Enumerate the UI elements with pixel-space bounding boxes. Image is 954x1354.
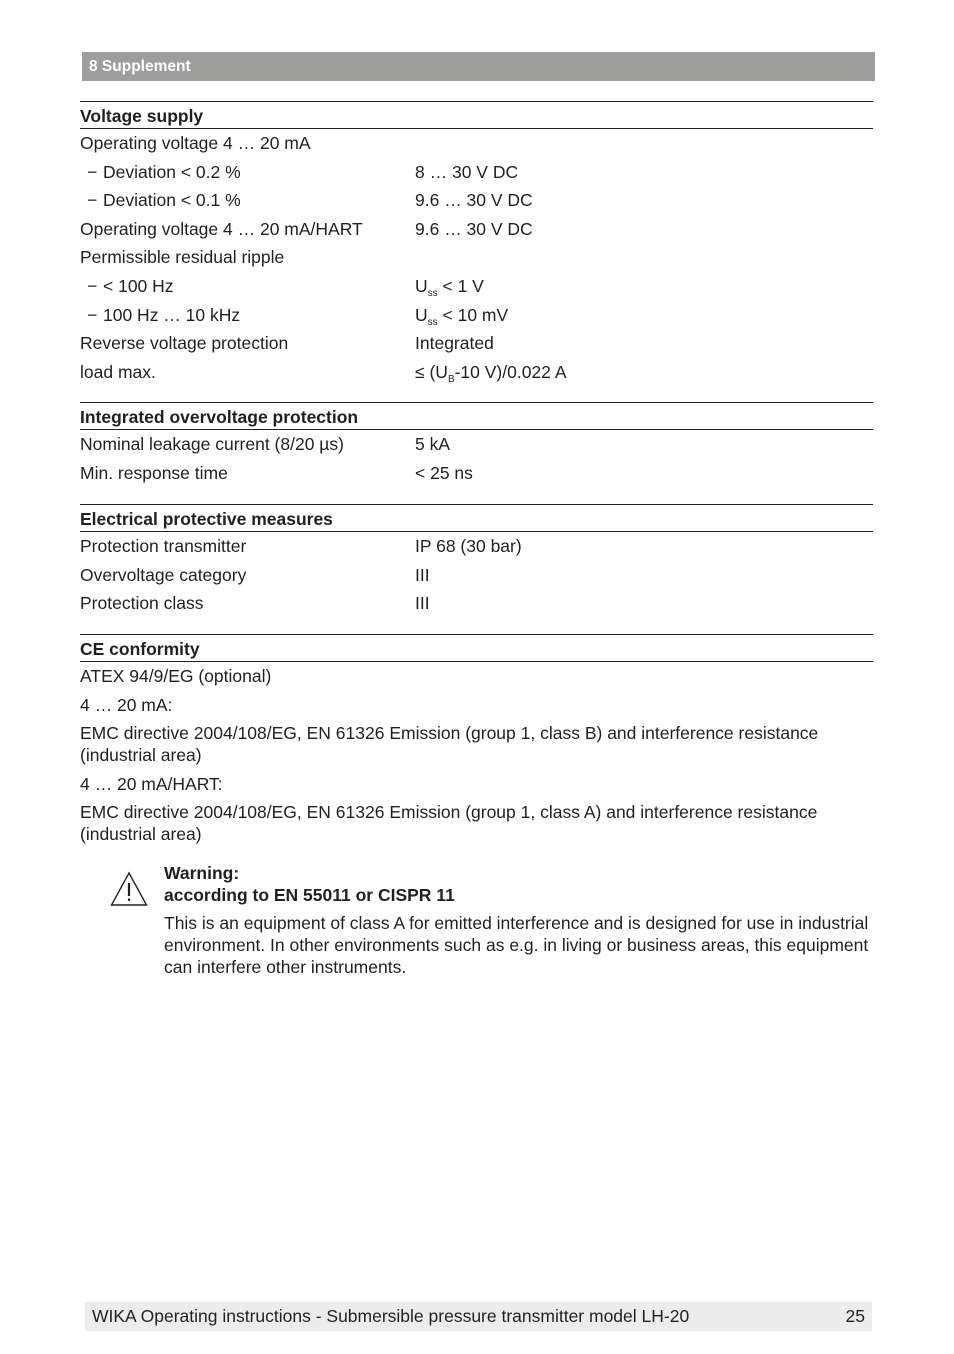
warning-box: [80, 862, 875, 978]
value-prefix: ≤ (U: [415, 361, 448, 382]
subscript: B: [447, 373, 455, 385]
table-row: [80, 215, 873, 244]
warning-triangle-icon: [110, 871, 148, 907]
value-suffix: -10 V)/0.022 A: [454, 361, 567, 382]
table-row: [80, 329, 873, 358]
ce-ma-label: 4 … 20 mA:: [80, 694, 173, 715]
table-row: [80, 272, 873, 301]
section-header: [82, 52, 875, 81]
row-value: < 25 ns: [415, 462, 473, 483]
row-value: 8 … 30 V DC: [415, 161, 519, 182]
ce-ma-text: EMC directive 2004/108/EG, EN 61326 Emission (group 1, class B) and interference resistance (industrial area): [80, 723, 819, 765]
row-label: − Deviation < 0.1 %: [87, 186, 241, 215]
section-title: 8 Supplement: [89, 58, 191, 75]
overvoltage-heading: Integrated overvoltage protection: [80, 402, 873, 430]
electrical-heading: Electrical protective measures: [80, 504, 873, 532]
overvoltage-table: [80, 402, 873, 487]
row-value: Integrated: [415, 333, 494, 354]
electrical-table: [80, 504, 873, 618]
table-row: [80, 430, 873, 459]
page-footer: [85, 1302, 872, 1331]
warning-subtitle: according to EN 55011 or CISPR 11: [164, 885, 455, 906]
row-label: Permissible residual ripple: [80, 247, 285, 268]
row-label: Min. response time: [80, 462, 228, 483]
row-value: III: [415, 564, 430, 585]
subscript: ss: [427, 287, 438, 299]
row-value: IP 68 (30 bar): [415, 536, 522, 556]
voltage-supply-table: [80, 101, 873, 386]
table-row: [80, 186, 873, 215]
subscript: ss: [427, 316, 438, 328]
row-label: Protection transmitter: [80, 536, 247, 556]
row-label: Operating voltage 4 … 20 mA/HART: [80, 218, 363, 239]
row-value: [415, 358, 567, 395]
row-value: 9.6 … 30 V DC: [415, 190, 533, 211]
row-value: III: [415, 593, 430, 614]
ce-conformity: [80, 634, 873, 852]
row-label: Overvoltage category: [80, 564, 247, 585]
row-label: − 100 Hz … 10 kHz: [87, 301, 240, 330]
page-number: 25: [845, 1306, 865, 1326]
ce-hart-label: 4 … 20 mA/HART:: [80, 773, 223, 794]
row-value: 9.6 … 30 V DC: [415, 218, 533, 239]
row-label: Reverse voltage protection: [80, 333, 289, 354]
table-row: [80, 589, 873, 618]
warning-title: Warning:: [164, 863, 240, 883]
table-row: [80, 301, 873, 330]
row-value: 5 kA: [415, 434, 451, 454]
ce-hart-text: EMC directive 2004/108/EG, EN 61326 Emission (group 1, class A) and interference resistance (industrial area): [80, 802, 818, 844]
ce-heading: CE conformity: [80, 634, 873, 662]
table-row: [80, 129, 873, 158]
table-row: [80, 243, 873, 272]
table-row: [80, 158, 873, 187]
value-suffix: < 10 mV: [437, 304, 509, 325]
table-row: [80, 532, 873, 561]
row-label: Protection class: [80, 593, 204, 614]
row-label: load max.: [80, 361, 156, 382]
row-label: − < 100 Hz: [87, 272, 174, 301]
warning-body: This is an equipment of class A for emitted interference and is designed for use in industrial environment. In other environments such as e.g. in living or business areas, this equipment can interfere other instruments.: [164, 912, 869, 978]
table-row: [80, 358, 873, 387]
ce-atex: ATEX 94/9/EG (optional): [80, 666, 272, 686]
value-prefix: U: [415, 275, 428, 296]
table-row: [80, 459, 873, 488]
voltage-supply-heading: Voltage supply: [80, 101, 873, 129]
table-row: [80, 561, 873, 590]
footer-text: WIKA Operating instructions - Submersible pressure transmitter model LH-20: [92, 1306, 690, 1326]
row-label: Operating voltage 4 … 20 mA: [80, 133, 311, 153]
row-label: − Deviation < 0.2 %: [87, 158, 241, 187]
value-suffix: < 1 V: [437, 275, 484, 296]
row-label: Nominal leakage current (8/20 µs): [80, 434, 344, 454]
value-prefix: U: [415, 304, 428, 325]
